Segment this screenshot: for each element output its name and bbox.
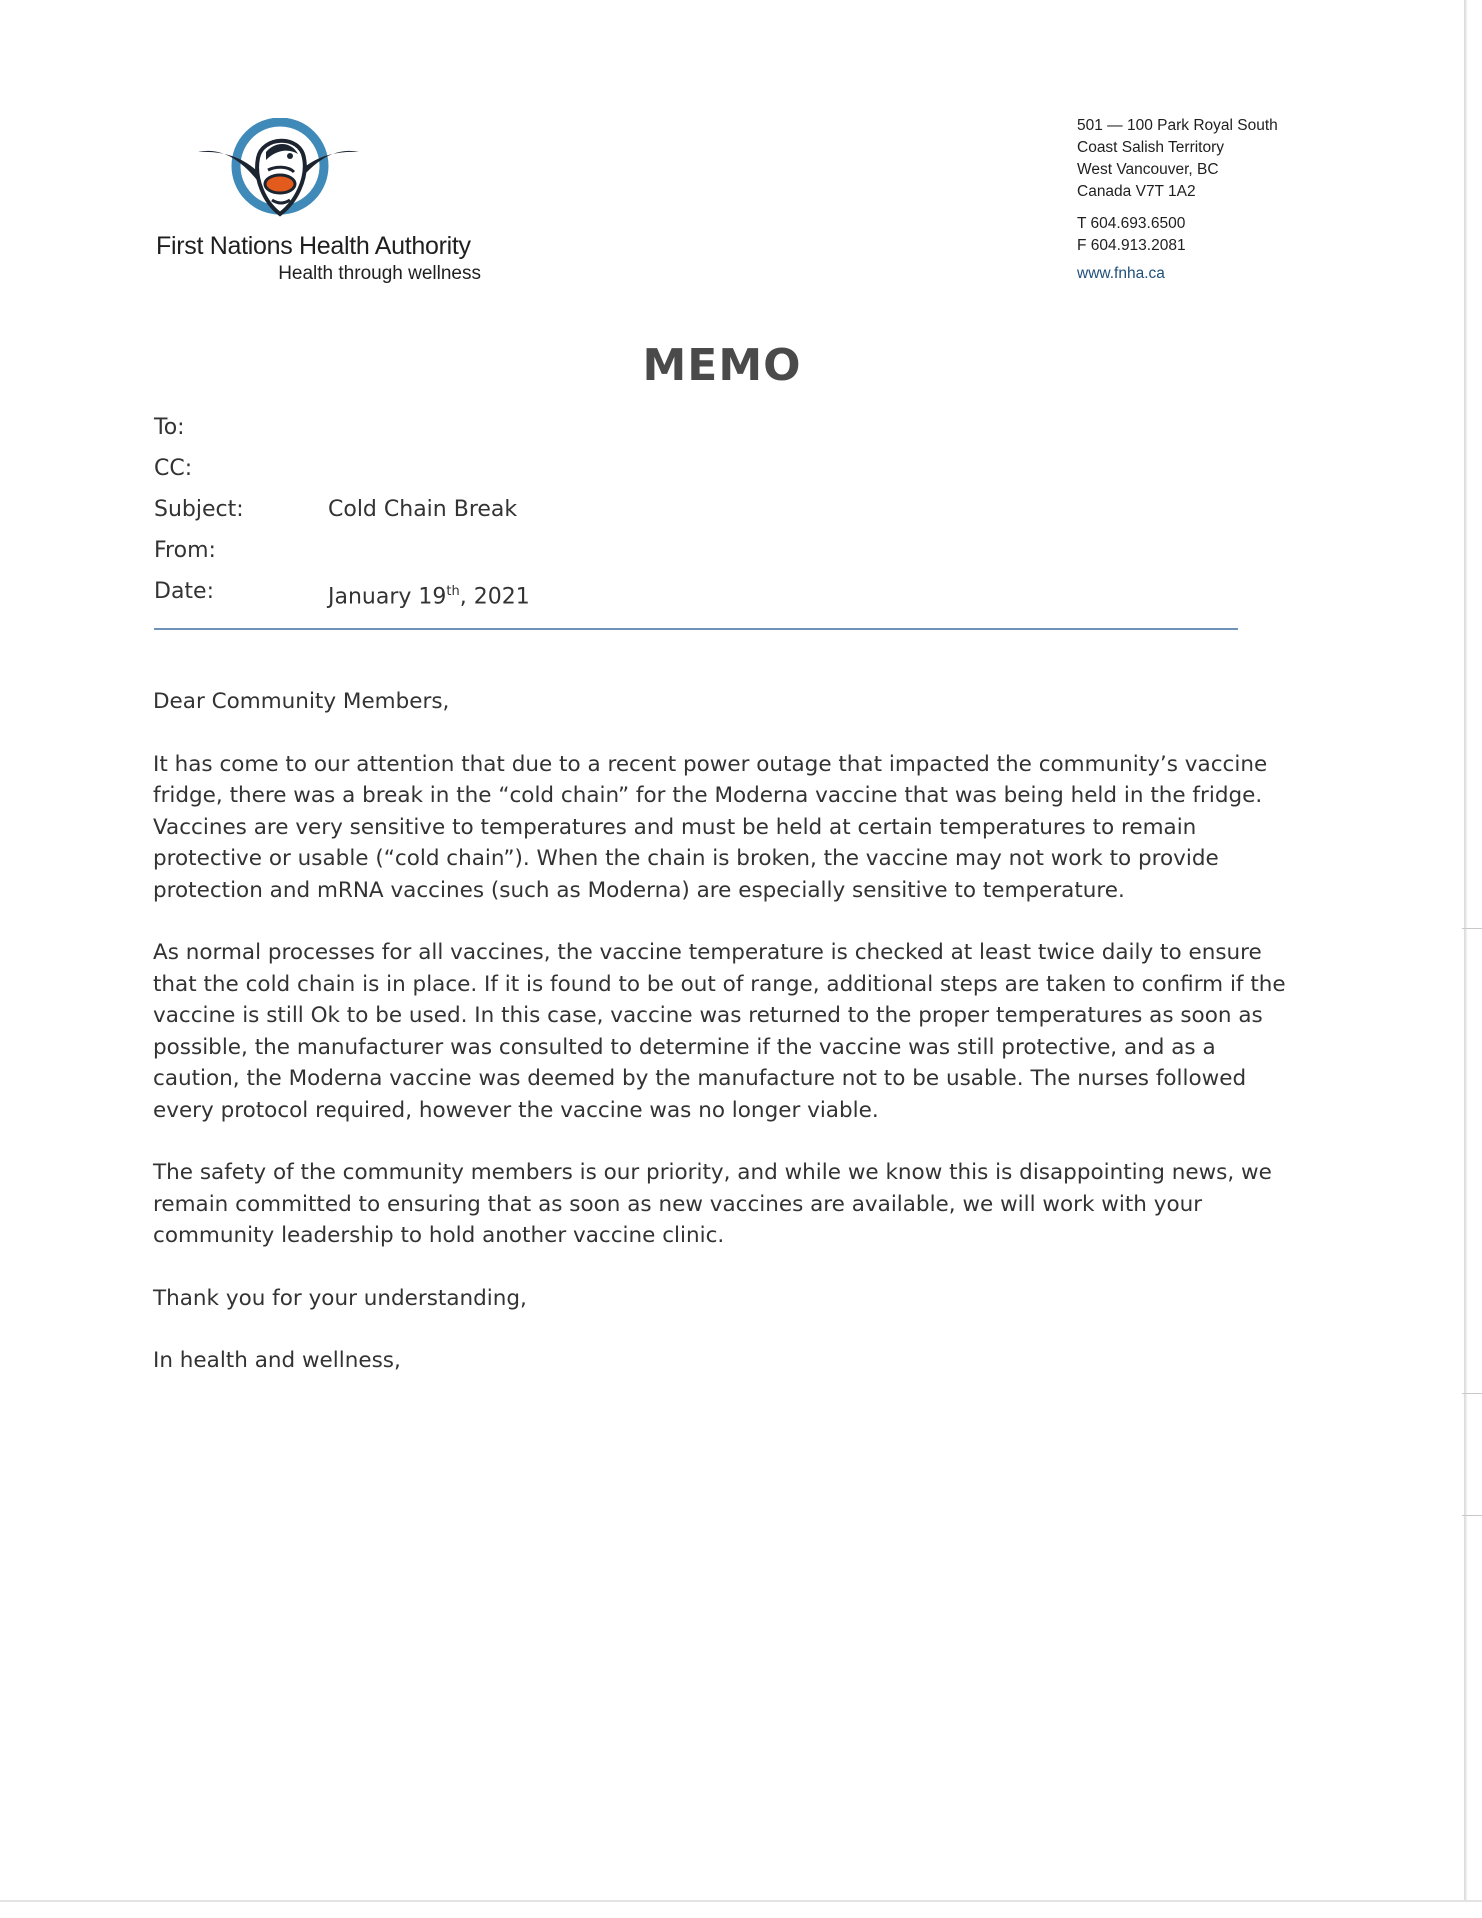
salutation: Dear Community Members, bbox=[153, 689, 450, 714]
subject-value: Cold Chain Break bbox=[328, 497, 518, 522]
header-divider bbox=[154, 628, 1238, 630]
website-link[interactable]: www.fnha.ca bbox=[1077, 265, 1165, 282]
address-block bbox=[1077, 115, 1278, 285]
edge-tick bbox=[1462, 1393, 1482, 1394]
address-line: 501 — 100 Park Royal South bbox=[1077, 117, 1278, 134]
body-paragraph: As normal processes for all vaccines, the vaccine temperature is checked at least twice daily to ensure that the cold chain is in place. If it is found to be out of range, additional steps are taken to confirm if the vaccine is still Ok to be used. In this case, vaccine was returned to the proper temperatures as soon as possible, the manufacturer was consulted to determine if the vaccine was still protective, and as a caution, the Moderna vaccine was deemed by the manufacture not to be usable. The nurses followed every protocol required, however the vaccine was no longer viable. bbox=[153, 940, 1286, 1123]
cc-label: CC: bbox=[154, 456, 193, 481]
page-bottom-edge bbox=[0, 1900, 1482, 1902]
edge-tick bbox=[1462, 1515, 1482, 1516]
page-edge bbox=[1464, 0, 1467, 1900]
memo-body bbox=[153, 686, 1288, 1408]
body-paragraph: The safety of the community members is our priority, and while we know this is disappointing news, we remain committed to ensuring that as soon as new vaccines are available, we will work with your community leadership to hold another vaccine clinic. bbox=[153, 1160, 1272, 1248]
organization-tagline: Health through wellness bbox=[278, 263, 481, 284]
address-line: West Vancouver, BC bbox=[1077, 161, 1219, 178]
date-label: Date: bbox=[154, 579, 214, 604]
edge-tick bbox=[1462, 928, 1482, 929]
thanks-line: Thank you for your understanding, bbox=[153, 1285, 527, 1311]
organization-name: First Nations Health Authority bbox=[156, 232, 471, 260]
from-label: From: bbox=[154, 538, 216, 563]
memo-title: MEMO bbox=[642, 340, 802, 391]
date-month-day: January 19 bbox=[328, 584, 447, 610]
to-label: To: bbox=[154, 415, 185, 440]
address-line: Coast Salish Territory bbox=[1077, 139, 1225, 156]
closing-line: In health and wellness, bbox=[153, 1348, 401, 1373]
date-ordinal-suffix: th bbox=[446, 584, 460, 599]
date-year: , 2021 bbox=[459, 584, 530, 610]
subject-label: Subject: bbox=[154, 497, 244, 522]
date-value bbox=[328, 577, 530, 612]
fax-number: F 604.913.2081 bbox=[1077, 237, 1186, 254]
address-line: Canada V7T 1A2 bbox=[1077, 183, 1196, 200]
phone-number: T 604.693.6500 bbox=[1077, 215, 1186, 232]
body-paragraph: It has come to our attention that due to a recent power outage that impacted the community’s vaccine fridge, there was a break in the “cold chain” for the Moderna vaccine that was being held in the fridge. Vaccines are very sensitive to temperatures and must be held at certain temperatures to remain protective or usable (“cold chain”). When the chain is broken, the vaccine may not work to provide protection and mRNA vaccines (such as Moderna) are especially sensitive to temperature. bbox=[153, 751, 1268, 903]
fnha-logo-icon bbox=[196, 118, 361, 228]
